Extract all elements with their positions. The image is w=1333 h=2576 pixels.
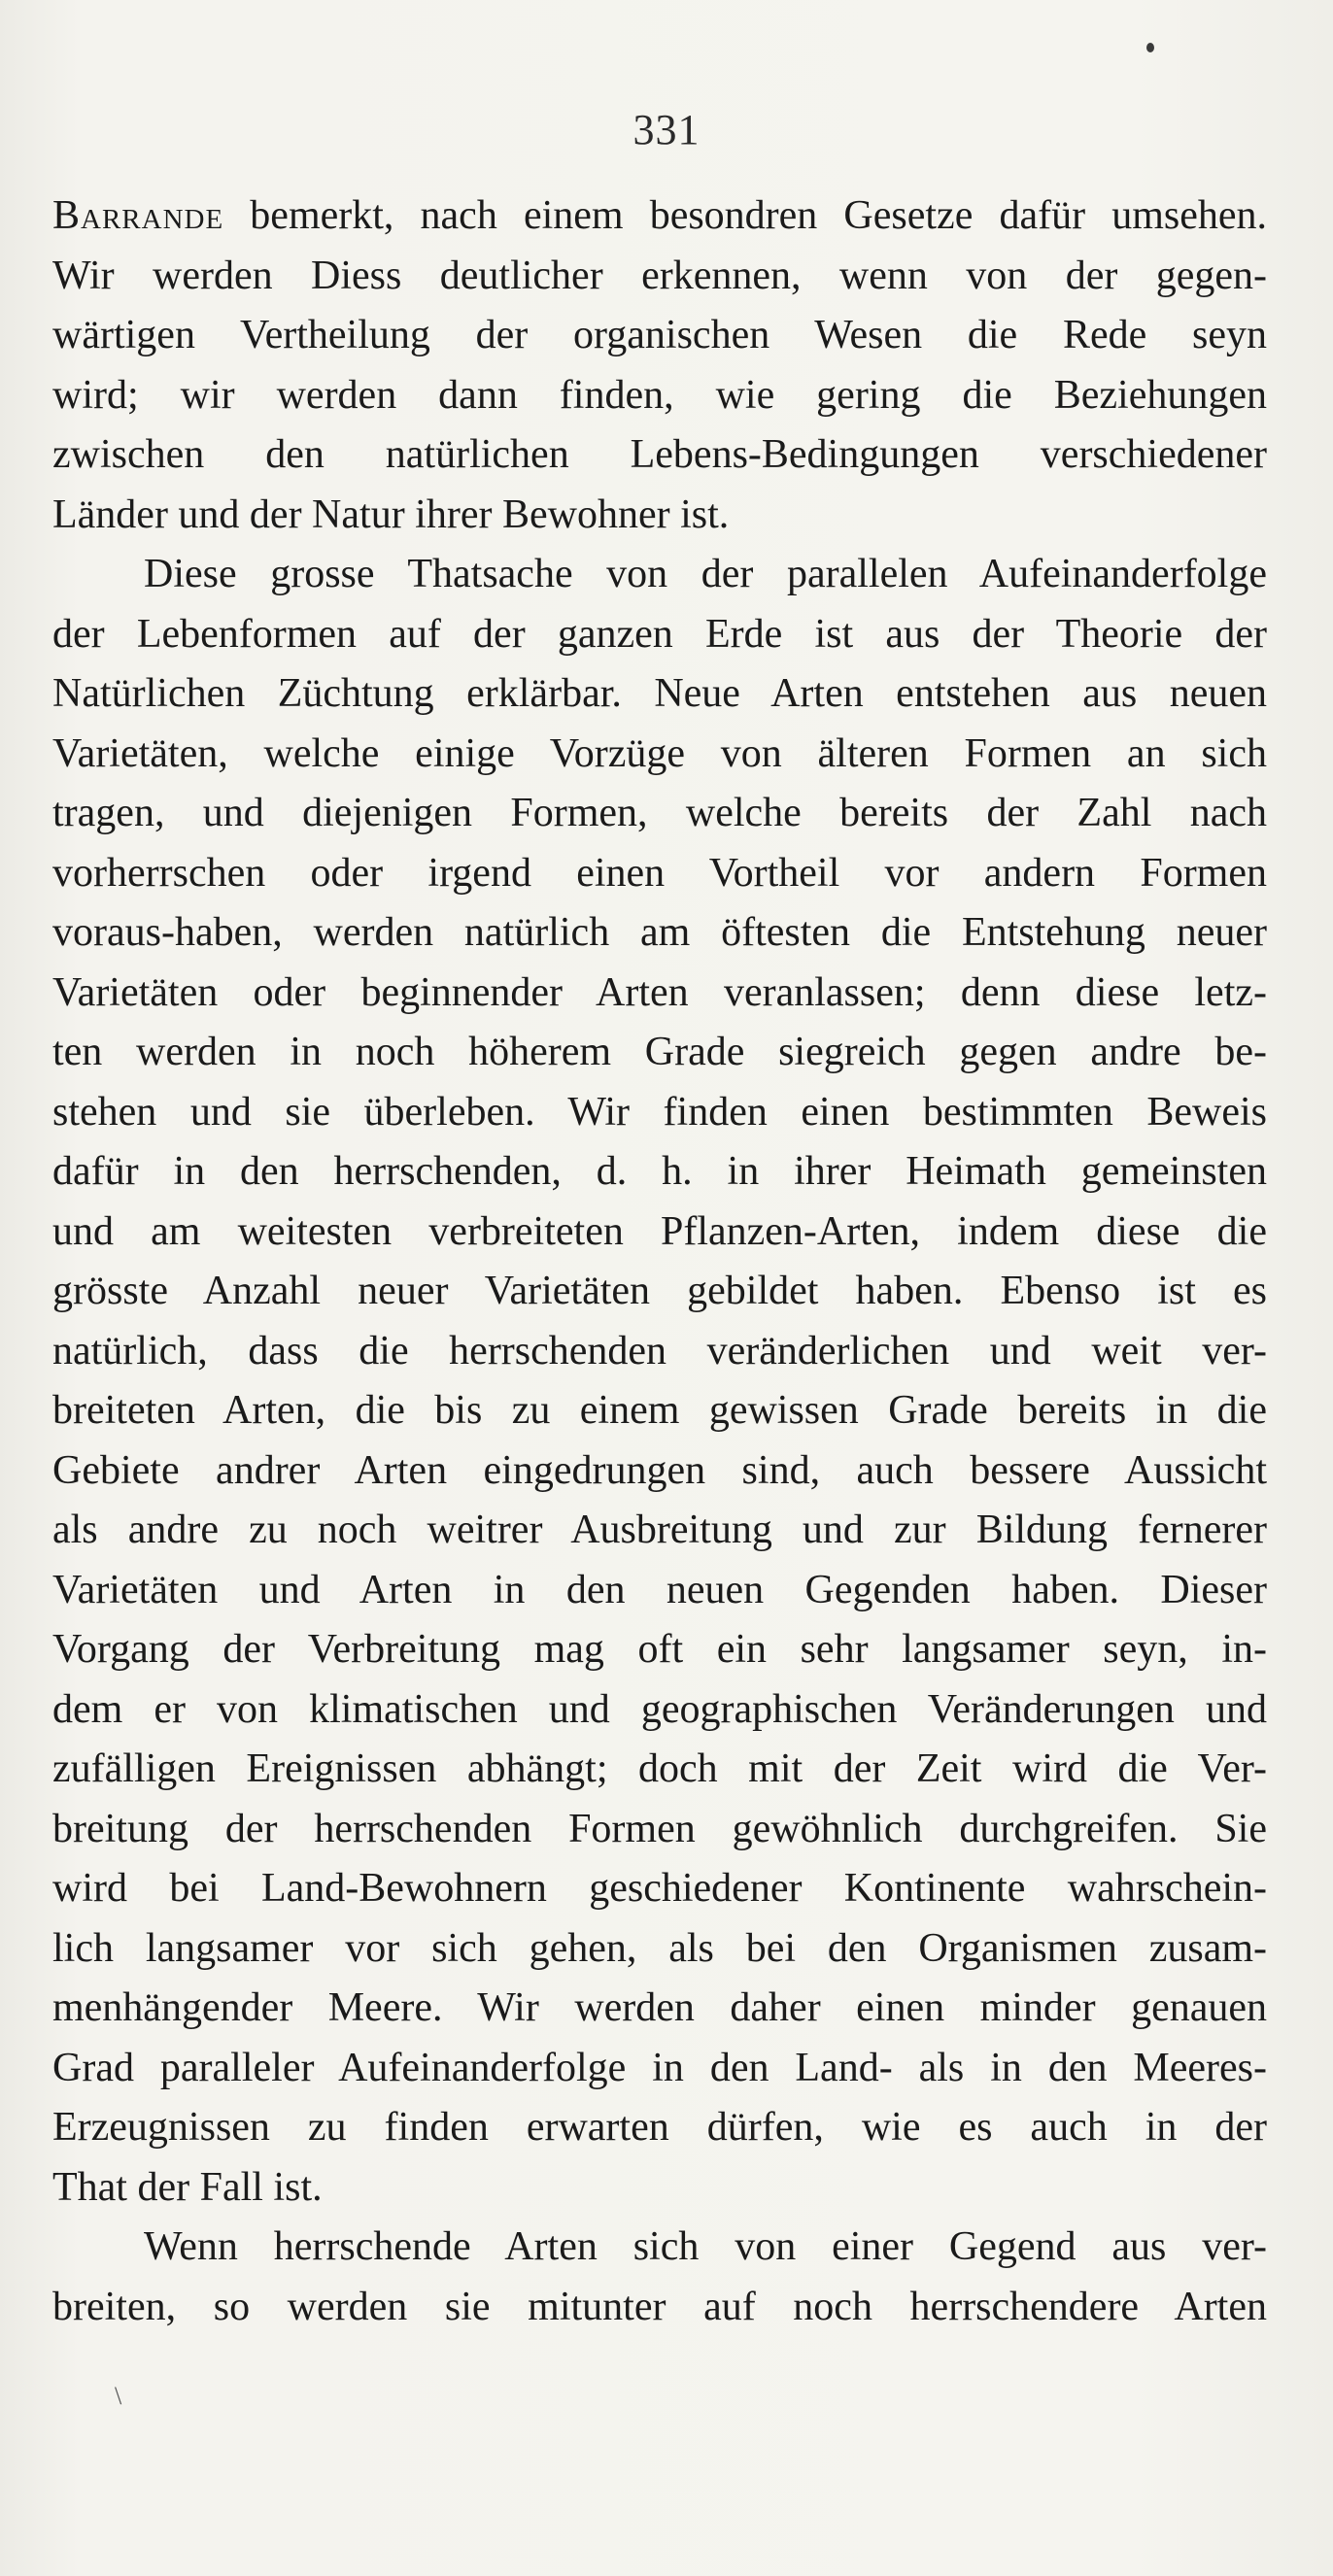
text-line: Vorgang der Verbreitung mag oft ein sehr langsamer seyn, in- [52, 1627, 1267, 1672]
page-number: 331 [632, 106, 701, 153]
text-line: wird; wir werden dann finden, wie gering die Beziehungen [52, 372, 1267, 418]
stray-mark: \ [115, 2382, 122, 2410]
text-line: dem er von klimatischen und geographischen Veränderungen und [52, 1686, 1267, 1732]
text-line: wärtigen Vertheilung der organischen Wesen die Rede seyn [52, 313, 1267, 357]
text-line: natürlich, dass die herrschenden veränderlichen und weit ver- [52, 1328, 1267, 1373]
text-line: breiteten Arten, die bis zu einem gewissen Grade bereits in die [52, 1388, 1267, 1433]
text-line: Grad paralleler Aufeinanderfolge in den Land- als in den Meeres- [52, 2045, 1267, 2090]
text-line: stehen und sie überleben. Wir finden einen bestimmten Beweis [52, 1089, 1267, 1135]
text-line: der Lebenformen auf der ganzen Erde ist aus der Theorie der [52, 611, 1267, 657]
text-line: breitung der herrschenden Formen gewöhnlich durchgreifen. Sie [52, 1806, 1267, 1851]
text-line: zwischen den natürlichen Lebens-Bedingungen verschiedener [52, 432, 1267, 477]
author-name: Barrande [52, 193, 224, 238]
text-line: Varietäten und Arten in den neuen Gegenden haben. Dieser [52, 1567, 1267, 1612]
text-line: That der Fall ist. [52, 2164, 323, 2210]
text-line: ten werden in noch höherem Grade siegreich gegen andre be- [52, 1030, 1267, 1074]
text-line: als andre zu noch weitrer Ausbreitung und zur Bildung fernerer [52, 1508, 1267, 1552]
text-line: Wir werden Diess deutlicher erkennen, wenn von der gegen- [52, 253, 1267, 298]
text-line: tragen, und diejenigen Formen, welche bereits der Zahl nach [52, 791, 1267, 835]
text-line: vorherrschen oder irgend einen Vortheil vor andern Formen [52, 850, 1267, 896]
ink-speck [1146, 43, 1154, 52]
text-line: grösste Anzahl neuer Varietäten gebildet haben. Ebenso ist es [52, 1269, 1267, 1313]
text-line: Länder und der Natur ihrer Bewohner ist. [52, 491, 730, 537]
text-line: voraus-haben, werden natürlich am öftesten die Entstehung neuer [52, 910, 1267, 955]
text-line: Barrande bemerkt, nach einem besondren Gesetze dafür umsehen. [52, 193, 1267, 238]
text-line: wird bei Land-Bewohnern geschiedener Kontinente wahrschein- [52, 1866, 1267, 1911]
text-line: dafür in den herrschenden, d. h. in ihrer Heimath gemeinsten [52, 1149, 1267, 1194]
text-line: zufälligen Ereignissen abhängt; doch mit der Zeit wird die Ver- [52, 1746, 1267, 1791]
text-line: Varietäten, welche einige Vorzüge von älteren Formen an sich [52, 730, 1267, 776]
text-line: Natürlichen Züchtung erklärbar. Neue Arten entstehen aus neuen [52, 671, 1267, 716]
text-line: Varietäten oder beginnender Arten veranlassen; denn diese letz- [52, 969, 1267, 1015]
text-line: Wenn herrschende Arten sich von einer Gegend aus ver- [144, 2224, 1267, 2269]
body-text [52, 186, 1267, 2337]
text-line: Erzeugnissen zu finden erwarten dürfen, wie es auch in der [52, 2105, 1267, 2150]
text-line: Gebiete andrer Arten eingedrungen sind, auch bessere Aussicht [52, 1447, 1267, 1493]
text-line: lich langsamer vor sich gehen, als bei den Organismen zusam- [52, 1925, 1267, 1971]
text-line: Diese grosse Thatsache von der parallelen Aufeinanderfolge [144, 552, 1267, 596]
text-line: breiten, so werden sie mitunter auf noch herrschendere Arten [52, 2284, 1267, 2329]
text-line: menhängender Meere. Wir werden daher einen minder genauen [52, 1985, 1267, 2030]
text-line: und am weitesten verbreiteten Pflanzen-Arten, indem diese die [52, 1208, 1267, 1254]
